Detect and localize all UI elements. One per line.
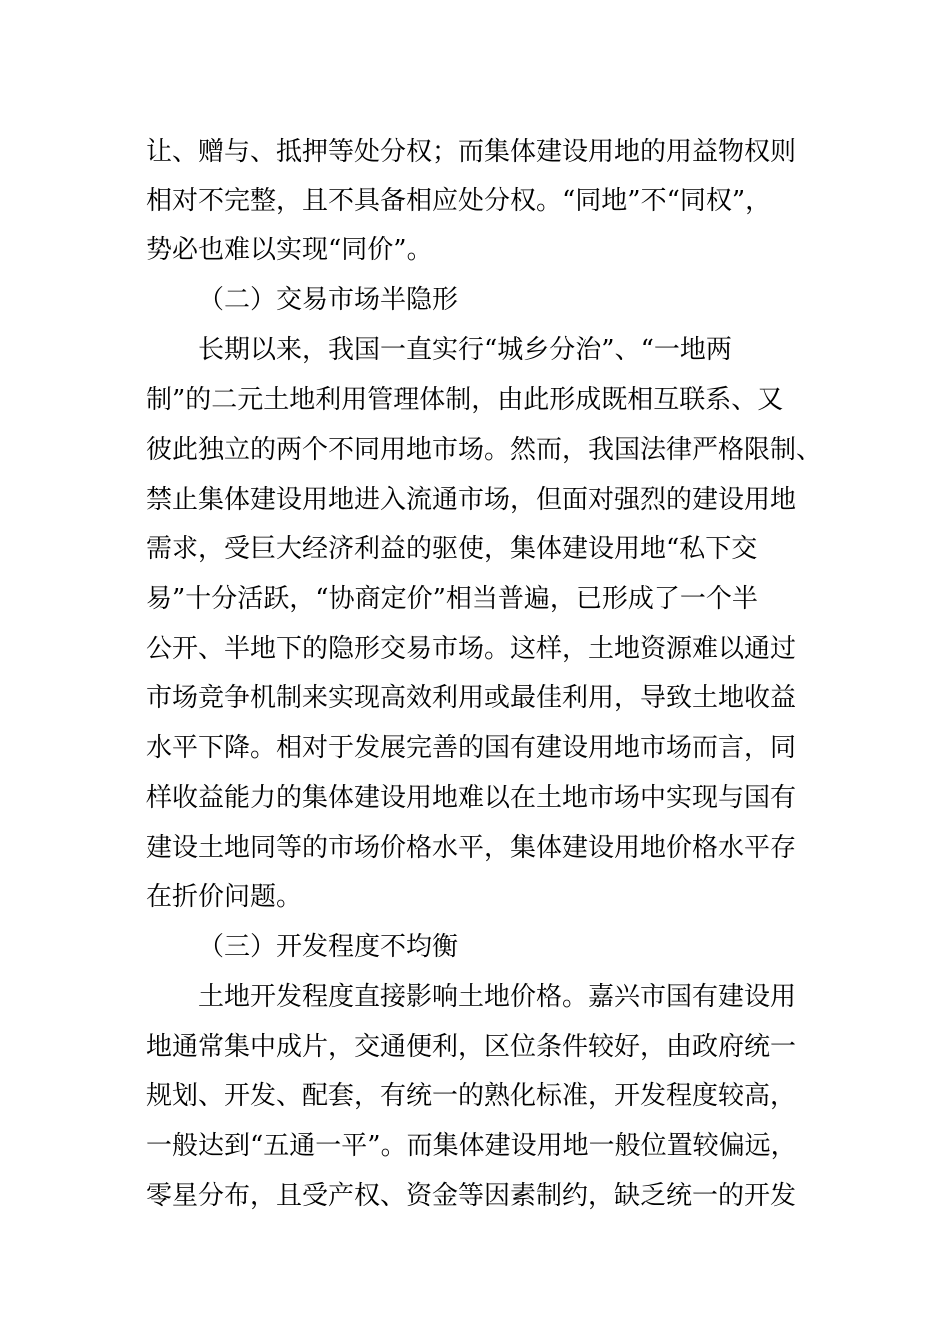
text-line: 市场竞争机制来实现高效利用或最佳利用，导致土地收益 [146,683,797,713]
text-line: 规划、开发、配套，有统一的熟化标准，开发程度较高， [146,1081,797,1111]
text-line: 建设土地同等的市场价格水平，集体建设用地价格水平存 [146,833,797,863]
text-line: 相对不完整，且不具备相应处分权。“同地”不“同权”， [146,186,772,216]
text-line: 一般达到“五通一平”。而集体建设用地一般位置较偏远， [146,1131,797,1161]
text-line: 水平下降。相对于发展完善的国有建设用地市场而言，同 [146,733,797,763]
text-line: 彼此独立的两个不同用地市场。然而，我国法律严格限制、 [146,435,823,465]
section-heading: （二）交易市场半隐形 [198,285,459,315]
text-line: 需求，受巨大经济利益的驱使，集体建设用地“私下交 [146,534,758,564]
text-line: 在折价问题。 [146,882,303,912]
text-line: 土地开发程度直接影响土地价格。嘉兴市国有建设用 [198,982,797,1012]
text-line: 制”的二元土地利用管理体制，由此形成既相互联系、又 [146,385,784,415]
text-line: 地通常集中成片，交通便利，区位条件较好，由政府统一 [146,1032,797,1062]
text-line: 易”十分活跃，“协商定价”相当普遍，已形成了一个半 [146,584,758,614]
text-line: 零星分布，且受产权、资金等因素制约，缺乏统一的开发 [146,1181,797,1211]
text-line: 长期以来，我国一直实行“城乡分治”、“一地两 [198,335,732,365]
text-line: 势必也难以实现“同价”。 [146,235,433,265]
section-heading: （三）开发程度不均衡 [198,932,459,962]
text-line: 样收益能力的集体建设用地难以在土地市场中实现与国有 [146,783,797,813]
text-line: 让、赠与、抵押等处分权；而集体建设用地的用益物权则 [146,137,797,167]
text-line: 禁止集体建设用地进入流通市场，但面对强烈的建设用地 [146,485,797,515]
text-line: 公开、半地下的隐形交易市场。这样，土地资源难以通过 [146,634,797,664]
